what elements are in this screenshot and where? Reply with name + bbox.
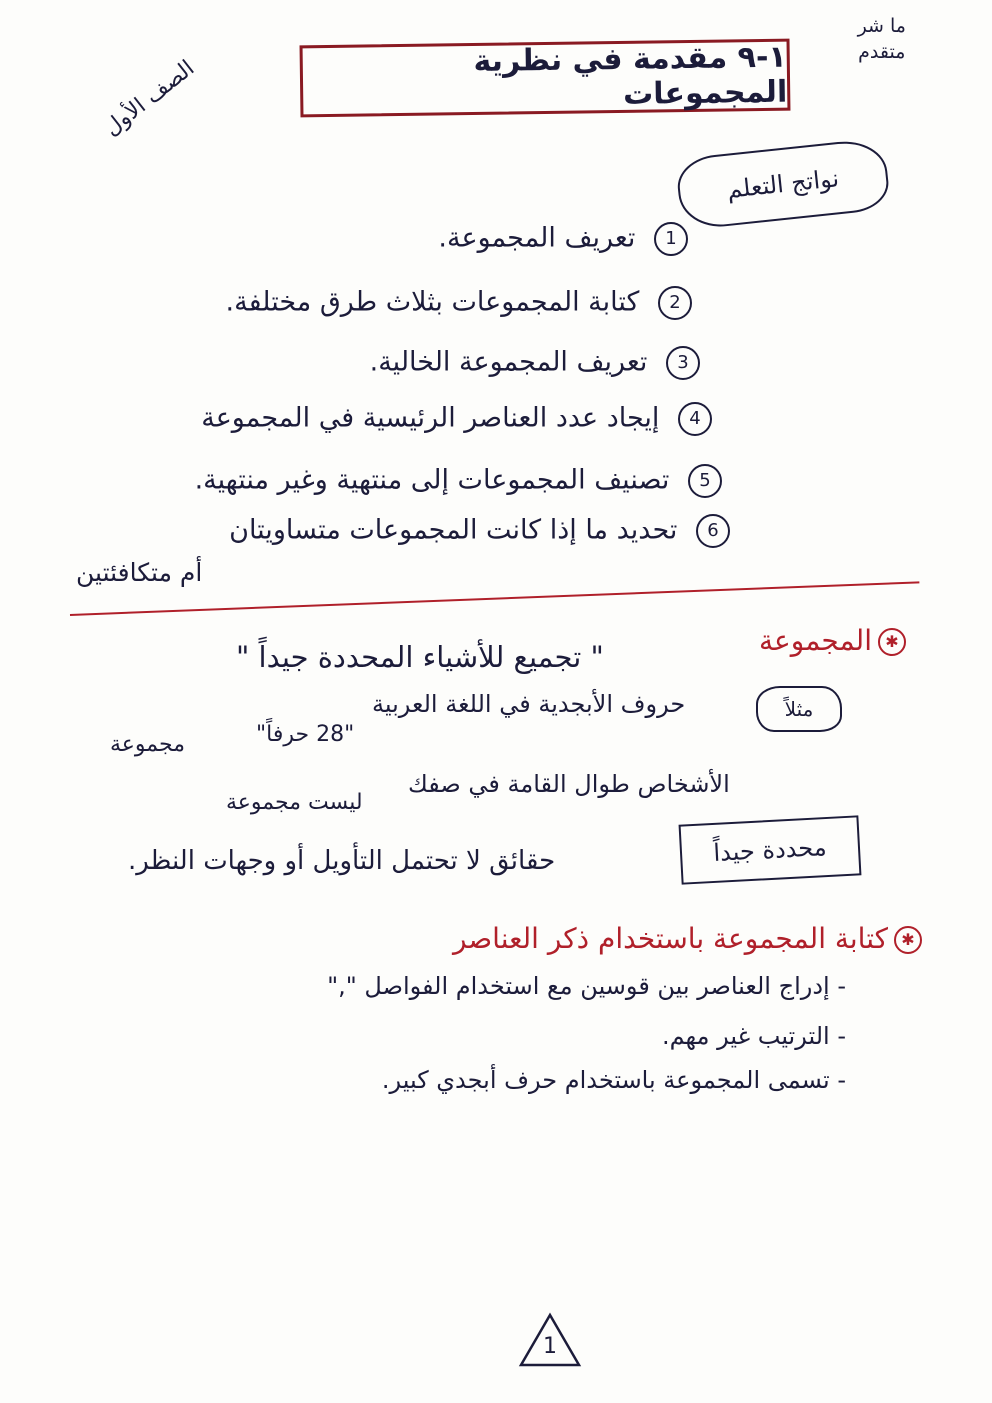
objective-continuation: أم متكافئتين bbox=[76, 558, 203, 587]
objective-item bbox=[370, 346, 700, 380]
asterisk-icon: ✱ bbox=[894, 926, 922, 954]
corner-note-line1: ما شر bbox=[857, 15, 906, 37]
objective-number: 2 bbox=[658, 286, 692, 320]
objective-number: 6 bbox=[696, 514, 730, 548]
objective-number: 1 bbox=[654, 222, 688, 256]
rule-item: - الترتيب غير مهم. bbox=[661, 1022, 846, 1050]
grade-label: الصف الأول bbox=[99, 55, 200, 142]
well-defined-text: حقائق لا تحتمل التأويل أو وجهات النظر. bbox=[128, 846, 556, 876]
objective-text: تحديد ما إذا كانت المجموعات متساويتان bbox=[229, 514, 678, 546]
asterisk-icon: ✱ bbox=[878, 628, 906, 656]
objective-item bbox=[229, 514, 730, 548]
objective-item bbox=[201, 402, 712, 436]
objective-text: تعريف المجموعة الخالية. bbox=[369, 346, 648, 378]
example-1-count: "28 حرفاً" bbox=[256, 722, 355, 747]
objective-item bbox=[195, 464, 722, 498]
example-2-tag: ليست مجموعة bbox=[226, 790, 363, 815]
objective-number: 3 bbox=[666, 346, 700, 380]
corner-note-line2: متقدم bbox=[858, 40, 906, 63]
example-1-tag: مجموعة bbox=[110, 732, 185, 757]
set-definition: " تجميع للأشياء المحددة جيداً " bbox=[236, 640, 604, 674]
objective-number: 4 bbox=[678, 402, 712, 436]
page-number-badge bbox=[518, 1312, 582, 1368]
set-section-label bbox=[759, 624, 906, 657]
objective-text: تصنيف المجموعات إلى منتهية وغير منتهية. bbox=[194, 464, 670, 496]
example-label: مثلاً bbox=[756, 686, 842, 732]
objective-text: كتابة المجموعات بثلاث طرق مختلفة. bbox=[225, 286, 640, 318]
well-defined-label: محددة جيداً bbox=[679, 815, 862, 884]
example-1-text: حروف الأبجدية في اللغة العربية bbox=[372, 690, 686, 718]
corner-note bbox=[858, 14, 906, 65]
objectives-heading: نواتج التعلم bbox=[675, 137, 891, 231]
objective-text: إيجاد عدد العناصر الرئيسية في المجموعة bbox=[201, 402, 660, 434]
set-section-title: المجموعة bbox=[759, 624, 872, 657]
page-number: 1 bbox=[543, 1334, 557, 1359]
rule-item: - إدراج العناصر بين قوسين مع استخدام الفواصل "," bbox=[327, 972, 846, 1000]
objective-item bbox=[226, 286, 692, 320]
objective-text: تعريف المجموعة. bbox=[438, 222, 636, 254]
example-2-text: الأشخاص طوال القامة في صفك bbox=[408, 770, 730, 798]
roster-section-label bbox=[453, 922, 922, 955]
rule-item: - تسمى المجموعة باستخدام حرف أبجدي كبير. bbox=[381, 1066, 846, 1094]
page-title: ١-٩ مقدمة في نظرية المجموعات bbox=[300, 39, 791, 118]
objective-item bbox=[438, 222, 688, 256]
roster-section-title: كتابة المجموعة باستخدام ذكر العناصر bbox=[452, 922, 888, 955]
objective-number: 5 bbox=[688, 464, 722, 498]
